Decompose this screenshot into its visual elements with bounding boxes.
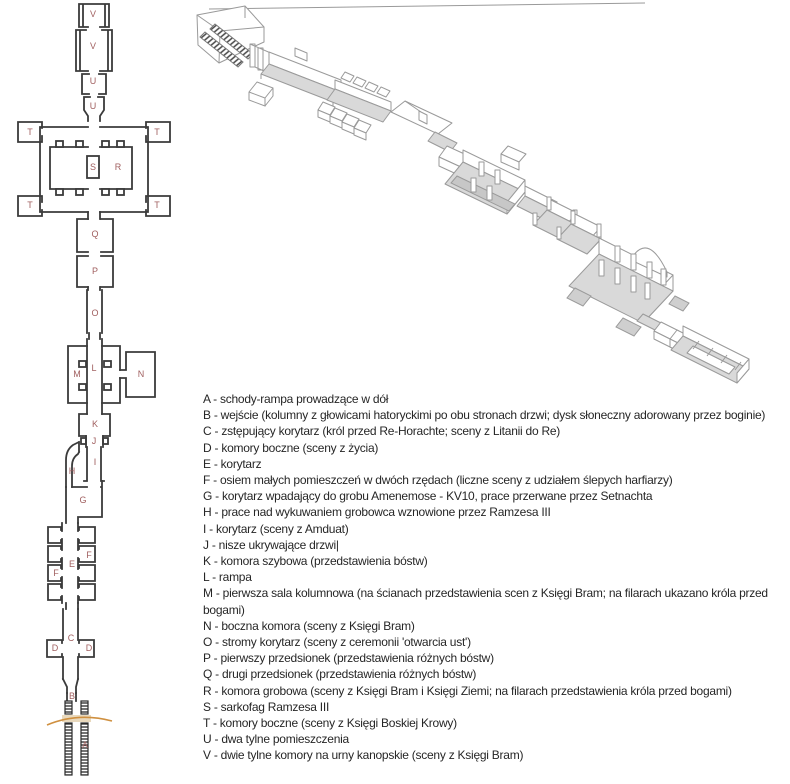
legend-item-n: N - boczna komora (sceny z Księgi Bram) <box>203 618 415 633</box>
legend <box>203 391 781 764</box>
isometric-view <box>195 0 790 392</box>
legend-item-r: R - komora grobowa (sceny z Księgi Bram i Księgi Ziemi; na filarach przedstawienia króla przed bogami) <box>203 683 732 698</box>
plan-label: Q <box>91 229 99 239</box>
plan-label: M <box>73 369 81 379</box>
plan-labels <box>27 9 160 750</box>
plan-label: I <box>93 457 97 467</box>
plan-label: D <box>51 643 59 653</box>
legend-item-i: I - korytarz (sceny z Amduat) <box>203 521 349 536</box>
plan-label: D <box>85 643 93 653</box>
legend-item-e: E - korytarz <box>203 456 262 471</box>
plan-label: T <box>154 200 160 210</box>
plan-label: T <box>154 127 160 137</box>
plan-label: H <box>68 466 76 476</box>
legend-item-t: T - komory boczne (sceny z Księgi Boskiej Krowy) <box>203 716 457 731</box>
plan-label: B <box>68 691 76 701</box>
plan-label: F <box>86 550 92 560</box>
plan-label: V <box>89 9 97 19</box>
legend-item-j: J - nisze ukrywające drzwi| <box>203 537 339 552</box>
plan-label: F <box>53 568 59 578</box>
plan-label: U <box>89 101 97 111</box>
legend-item-u: U - dwa tylne pomieszczenia <box>203 732 349 747</box>
legend-item-d: D - komory boczne (sceny z życia) <box>203 440 379 455</box>
plan-label: T <box>27 127 33 137</box>
plan-label: J <box>91 436 97 446</box>
legend-item-l: L - rampa <box>203 570 252 585</box>
side-annex-t <box>669 296 689 311</box>
plan-label: T <box>27 200 33 210</box>
plan-label: L <box>91 363 97 373</box>
surface-line <box>209 3 645 9</box>
iso-canopic-chambers-v <box>671 326 749 383</box>
plan-label: V <box>89 41 97 51</box>
legend-item-b: B - wejście (kolumny z głowicami hatoryckimi po obu stronach drzwi; dysk słoneczny adorowany przez boginie) <box>203 408 766 423</box>
plan-label: S <box>89 162 97 172</box>
plan-label: U <box>89 76 97 86</box>
legend-item-p: P - pierwszy przedsionek (przedstawienia różnych bóstw) <box>203 651 494 666</box>
legend-item-o: O - stromy korytarz (sceny z ceremonii 'otwarcia ust') <box>203 635 471 650</box>
plan-label: E <box>68 559 76 569</box>
legend-item-g: G - korytarz wpadający do grobu Amenemose - KV10, prace przerwane przez Setnachta <box>203 489 653 504</box>
plan-label: K <box>91 419 99 429</box>
legend-item-s: S - sarkofag Ramzesa III <box>203 699 330 714</box>
floor-plan <box>0 0 195 784</box>
plan-label: O <box>91 308 99 318</box>
plan-entrance-corridors <box>47 609 112 775</box>
legend-item-a: A - schody-rampa prowadzące w dół <box>203 392 389 406</box>
legend-item-f: F - osiem małych pomieszczeń w dwóch rzędach (liczne sceny z udziałem ślepych harfiarzy) <box>203 473 673 488</box>
iso-side-chamber-d <box>249 82 273 106</box>
legend-item-k: K - komora szybowa (przedstawienia bóstw) <box>203 554 428 569</box>
plan-label: N <box>137 369 145 379</box>
legend-item-m: M - pierwsza sala kolumnowa (na ścianach przedstawienia scen z Księgi Bram; na filarach ukazano króla przed bogami) <box>203 586 768 617</box>
plan-label: C <box>67 633 75 643</box>
legend-item-h: H - prace nad wykuwaniem grobowca wznowione przez Ramzesa III <box>203 505 551 520</box>
legend-item-c: C - zstępujący korytarz (król przed Re-Horachte; sceny z Litanii do Re) <box>203 424 561 439</box>
legend-item-v: V - dwie tylne komory na urny kanopskie (sceny z Księgi Bram) <box>203 748 524 763</box>
legend-item-q: Q - drugi przedsionek (przedstawienia różnych bóstw) <box>203 667 477 682</box>
plan-label: P <box>91 266 99 276</box>
iso-axis-jog-h <box>391 101 457 152</box>
plan-label: R <box>114 162 122 172</box>
plan-label: G <box>79 495 87 505</box>
plan-label: A <box>81 740 89 750</box>
